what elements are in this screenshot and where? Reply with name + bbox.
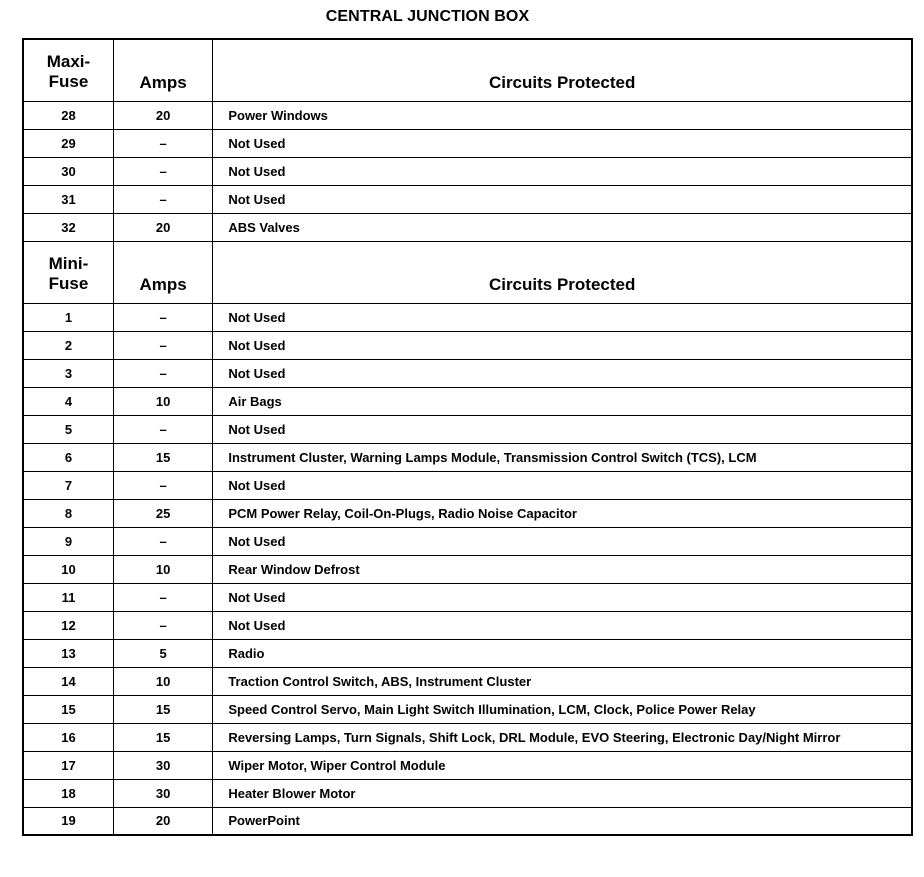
maxi-fuse-amps: 20 — [113, 213, 212, 241]
mini-fuse-amps: – — [113, 611, 212, 639]
mini-fuse-amps: – — [113, 471, 212, 499]
mini-fuse-row — [23, 359, 912, 387]
mini-fuse-circuit: Not Used — [213, 611, 912, 639]
page-title: CENTRAL JUNCTION BOX — [325, 8, 530, 25]
mini-fuse-amps: – — [113, 583, 212, 611]
mini-fuse-circuit: Wiper Motor, Wiper Control Module — [213, 751, 912, 779]
mini-fuse-circuit: Instrument Cluster, Warning Lamps Module, Transmission Control Switch (TCS), LCM — [213, 443, 912, 471]
mini-fuse-number: 8 — [23, 499, 113, 527]
mini-fuse-circuit: Not Used — [213, 331, 912, 359]
mini-fuse-row — [23, 611, 912, 639]
mini-fuse-circuit: Speed Control Servo, Main Light Switch Illumination, LCM, Clock, Police Power Relay — [213, 695, 912, 723]
mini-fuse-row — [23, 639, 912, 667]
mini-fuse-row — [23, 415, 912, 443]
mini-fuse-circuit: Traction Control Switch, ABS, Instrument Cluster — [213, 667, 912, 695]
mini-fuse-number: 14 — [23, 667, 113, 695]
mini-fuse-number: 11 — [23, 583, 113, 611]
mini-fuse-number: 9 — [23, 527, 113, 555]
mini-fuse-circuit: Radio — [213, 639, 912, 667]
maxi-fuse-row — [23, 101, 912, 129]
mini-fuse-number: 3 — [23, 359, 113, 387]
mini-fuse-amps: – — [113, 303, 212, 331]
mini-fuse-number: 7 — [23, 471, 113, 499]
mini-fuse-amps: 10 — [113, 387, 212, 415]
maxi-fuse-row — [23, 185, 912, 213]
mini-fuse-number: 1 — [23, 303, 113, 331]
mini-fuse-amps: 10 — [113, 667, 212, 695]
mini-fuse-circuit: Reversing Lamps, Turn Signals, Shift Lock, DRL Module, EVO Steering, Electronic Day/Night Mirror — [213, 723, 912, 751]
maxi-fuse-circuit: ABS Valves — [213, 213, 912, 241]
mini-fuse-row — [23, 583, 912, 611]
mini-fuse-circuit: Not Used — [213, 303, 912, 331]
maxi-fuse-number: 32 — [23, 213, 113, 241]
mini-fuse-row — [23, 387, 912, 415]
maxi-fuse-circuit: Not Used — [213, 157, 912, 185]
mini-fuse-amps: – — [113, 331, 212, 359]
mini-fuse-amps: 20 — [113, 807, 212, 835]
mini-fuse-amps: – — [113, 527, 212, 555]
mini-fuse-number: 17 — [23, 751, 113, 779]
maxi-fuse-number: 28 — [23, 101, 113, 129]
mini-fuse-row — [23, 555, 912, 583]
maxi-fuse-row — [23, 213, 912, 241]
mini-fuse-circuit: Rear Window Defrost — [213, 555, 912, 583]
maxi-fuse-header — [23, 39, 113, 101]
maxi-fuse-number: 29 — [23, 129, 113, 157]
maxi-fuse-header-line2: Fuse — [48, 71, 89, 91]
maxi-fuse-row — [23, 129, 912, 157]
mini-fuse-header-line1: Mini- — [48, 253, 89, 273]
mini-fuse-circuit: PCM Power Relay, Coil-On-Plugs, Radio Noise Capacitor — [213, 499, 912, 527]
mini-fuse-amps: – — [113, 359, 212, 387]
mini-fuse-row — [23, 471, 912, 499]
mini-fuse-circuit: Air Bags — [213, 387, 912, 415]
mini-fuse-circuit: Not Used — [213, 471, 912, 499]
mini-fuse-circuit: Not Used — [213, 415, 912, 443]
mini-fuse-number: 10 — [23, 555, 113, 583]
mini-fuse-number: 12 — [23, 611, 113, 639]
mini-fuse-header — [23, 241, 113, 303]
mini-fuse-amps: 30 — [113, 779, 212, 807]
mini-fuse-amps: – — [113, 415, 212, 443]
mini-fuse-row — [23, 331, 912, 359]
maxi-fuse-number: 30 — [23, 157, 113, 185]
mini-fuse-row — [23, 807, 912, 835]
mini-fuse-number: 5 — [23, 415, 113, 443]
mini-fuse-row — [23, 443, 912, 471]
mini-fuse-row — [23, 751, 912, 779]
maxi-fuse-row — [23, 157, 912, 185]
mini-fuse-row — [23, 499, 912, 527]
maxi-fuse-amps: – — [113, 157, 212, 185]
mini-fuse-amps: 15 — [113, 695, 212, 723]
mini-fuse-circuit: Not Used — [213, 583, 912, 611]
mini-fuse-row — [23, 303, 912, 331]
mini-fuse-circuit: Not Used — [213, 359, 912, 387]
maxi-amps-header: Amps — [113, 39, 212, 101]
mini-fuse-row — [23, 695, 912, 723]
fuse-table-body — [23, 39, 912, 835]
maxi-header-row — [23, 39, 912, 101]
mini-amps-header: Amps — [113, 241, 212, 303]
mini-fuse-header-line2: Fuse — [48, 273, 89, 293]
mini-fuse-row — [23, 723, 912, 751]
mini-fuse-number: 19 — [23, 807, 113, 835]
maxi-fuse-amps: – — [113, 185, 212, 213]
mini-fuse-number: 18 — [23, 779, 113, 807]
maxi-fuse-number: 31 — [23, 185, 113, 213]
maxi-fuse-amps: – — [113, 129, 212, 157]
mini-fuse-row — [23, 527, 912, 555]
mini-header-row — [23, 241, 912, 303]
mini-fuse-amps: 30 — [113, 751, 212, 779]
mini-fuse-amps: 5 — [113, 639, 212, 667]
maxi-fuse-header-line1: Maxi- — [46, 51, 91, 71]
mini-fuse-number: 4 — [23, 387, 113, 415]
mini-fuse-number: 16 — [23, 723, 113, 751]
mini-fuse-amps: 25 — [113, 499, 212, 527]
mini-fuse-amps: 15 — [113, 443, 212, 471]
mini-circuits-header: Circuits Protected — [213, 241, 912, 303]
maxi-fuse-circuit: Not Used — [213, 185, 912, 213]
maxi-circuits-header: Circuits Protected — [213, 39, 912, 101]
mini-fuse-row — [23, 667, 912, 695]
maxi-fuse-circuit: Not Used — [213, 129, 912, 157]
mini-fuse-number: 6 — [23, 443, 113, 471]
mini-fuse-circuit: Heater Blower Motor — [213, 779, 912, 807]
mini-fuse-number: 13 — [23, 639, 113, 667]
mini-fuse-amps: 15 — [113, 723, 212, 751]
fuse-table — [22, 38, 913, 836]
maxi-fuse-circuit: Power Windows — [213, 101, 912, 129]
mini-fuse-number: 2 — [23, 331, 113, 359]
mini-fuse-number: 15 — [23, 695, 113, 723]
mini-fuse-circuit: PowerPoint — [213, 807, 912, 835]
mini-fuse-amps: 10 — [113, 555, 212, 583]
maxi-fuse-amps: 20 — [113, 101, 212, 129]
mini-fuse-row — [23, 779, 912, 807]
mini-fuse-circuit: Not Used — [213, 527, 912, 555]
